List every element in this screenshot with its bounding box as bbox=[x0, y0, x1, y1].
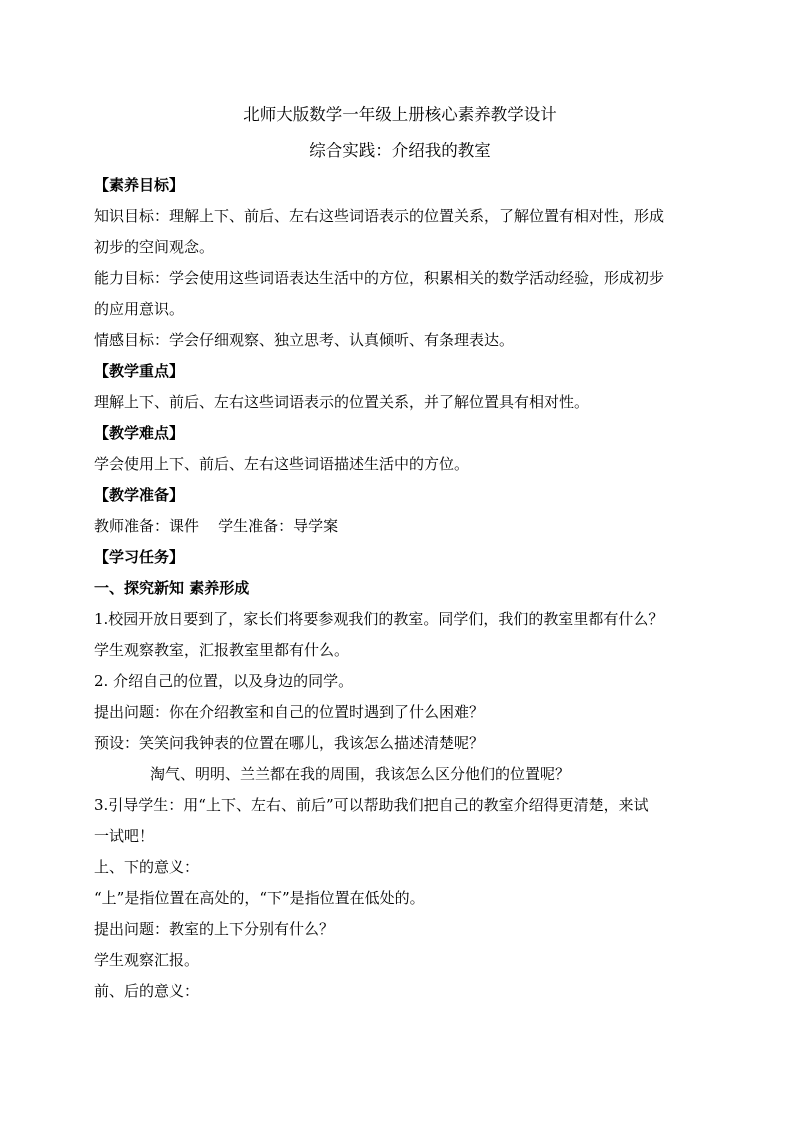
paragraph-line: 1.校园开放日要到了，家长们将要参观我们的教室。同学们，我们的教室里都有什么？ bbox=[94, 610, 664, 628]
section-heading-learning-tasks: 【学习任务】 bbox=[94, 548, 185, 566]
paragraph-line: “上”是指位置在高处的，“下”是指位置在低处的。 bbox=[94, 889, 425, 907]
document-title: 北师大版数学一年级上册核心素养教学设计 bbox=[243, 105, 557, 124]
document-body bbox=[94, 104, 706, 1007]
paragraph-line: 的应用意识。 bbox=[94, 300, 185, 318]
section-heading-literacy-goals: 【素养目标】 bbox=[94, 176, 185, 194]
paragraph-line: 学生观察汇报。 bbox=[94, 951, 200, 969]
paragraph-line-indented: 淘气、明明、兰兰都在我的周围，我该怎么区分他们的位置呢？ bbox=[150, 765, 571, 783]
paragraph-line: 能力目标：学会使用这些词语表达生活中的方位，积累相关的数学活动经验，形成初步 bbox=[94, 269, 665, 287]
paragraph-line: 预设：笑笑问我钟表的位置在哪儿，我该怎么描述清楚呢？ bbox=[94, 734, 485, 752]
paragraph-line: 初步的空间观念。 bbox=[94, 238, 215, 256]
paragraph-line: 学生观察教室，汇报教室里都有什么。 bbox=[94, 641, 350, 659]
paragraph-line: 3.引导学生：用“上下、左右、前后”可以帮助我们把自己的教室介绍得更清楚，来试 bbox=[94, 796, 649, 814]
paragraph-line: 教师准备：课件 学生准备：导学案 bbox=[94, 517, 339, 535]
paragraph-line: 理解上下、前后、左右这些词语表示的位置关系，并了解位置具有相对性。 bbox=[94, 393, 590, 411]
paragraph-line: 知识目标：理解上下、前后、左右这些词语表示的位置关系，了解位置有相对性，形成 bbox=[94, 207, 665, 225]
paragraph-line: 前、后的意义： bbox=[94, 982, 200, 1000]
subsection-heading: 一、探究新知 素养形成 bbox=[94, 579, 250, 597]
section-heading-difficulties: 【教学难点】 bbox=[94, 424, 185, 442]
section-heading-preparation: 【教学准备】 bbox=[94, 486, 185, 504]
paragraph-line: 学会使用上下、前后、左右这些词语描述生活中的方位。 bbox=[94, 455, 470, 473]
paragraph-line: 情感目标：学会仔细观察、独立思考、认真倾听、有条理表达。 bbox=[94, 331, 515, 349]
paragraph-line: 一试吧！ bbox=[94, 827, 155, 845]
paragraph-line: 提出问题：教室的上下分别有什么？ bbox=[94, 920, 335, 938]
document-subtitle: 综合实践：介绍我的教室 bbox=[309, 141, 491, 160]
section-heading-key-points: 【教学重点】 bbox=[94, 362, 185, 380]
paragraph-line: 上、下的意义： bbox=[94, 858, 200, 876]
paragraph-line: 2. 介绍自己的位置，以及身边的同学。 bbox=[94, 672, 354, 690]
paragraph-line: 提出问题：你在介绍教室和自己的位置时遇到了什么困难？ bbox=[94, 703, 485, 721]
